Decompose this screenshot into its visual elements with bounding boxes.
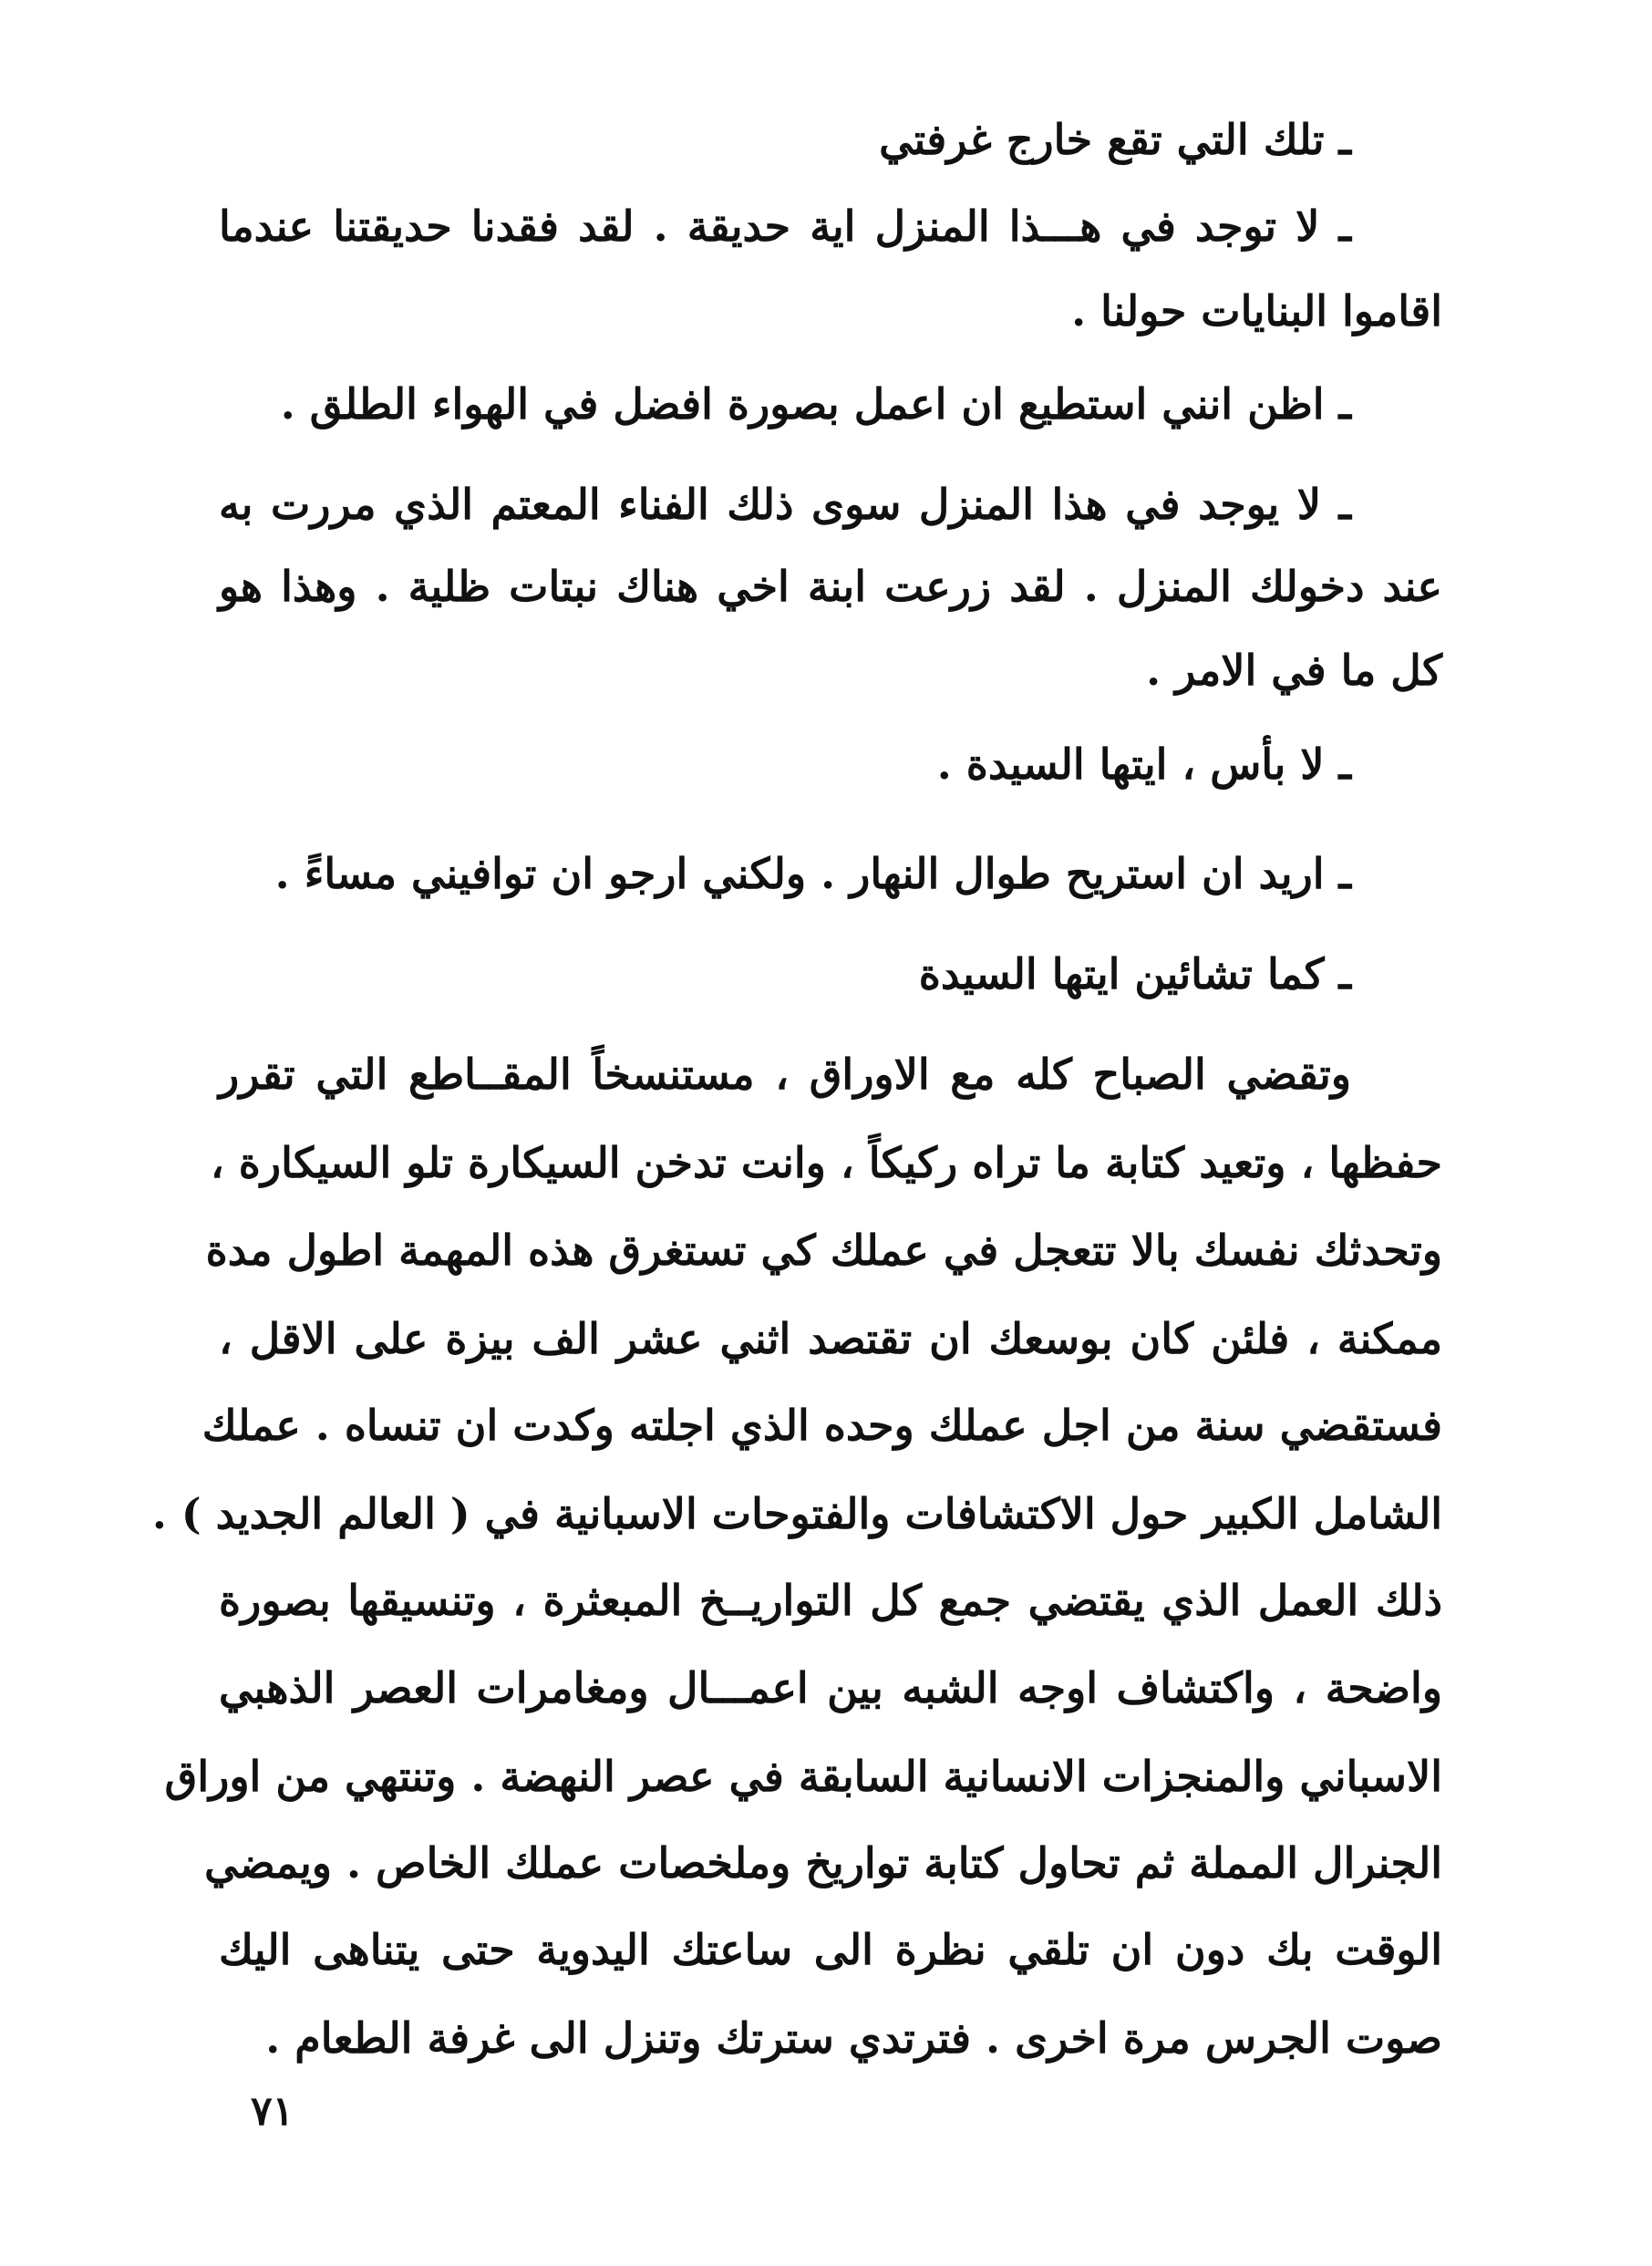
dialogue-line: ـ لا بأس ، ايتها السيدة . xyxy=(936,740,1351,789)
dialogue-line: ـ اريد ان استريح طوال النهار . ولكني ارجو ان توافيني مساءً . xyxy=(274,849,1351,898)
paragraph-line: الشامل الكبير حول الاكتشافات والفتوحات الاسبانية في ( العالم الجديد ) . xyxy=(151,1489,1442,1538)
paragraph-line: ذلك العمل الذي يقتضي جمع كل التواريــخ المبعثرة ، وتنسيقها بصورة xyxy=(219,1576,1442,1625)
dialogue-line: ـ اظن انني استطيع ان اعمل بصورة افضل في الهواء الطلق . xyxy=(280,379,1351,429)
dialogue-line: ـ لا توجد في هـــذا المنزل اية حديقة . لقد فقدنا حديقتنا عندما xyxy=(219,202,1351,251)
paragraph-line: الاسباني والمنجزات الانسانية السابقة في عصر النهضة . وتنتهي من اوراق xyxy=(164,1752,1442,1801)
paragraph-line: وتقضي الصباح كله مع الاوراق ، مستنسخاً المقــاطع التي تقرر xyxy=(219,1050,1351,1099)
text-line: عند دخولك المنزل . لقد زرعت ابنة اخي هناك نبتات ظلية . وهذا هو xyxy=(219,562,1442,611)
page-number: ٧١ xyxy=(251,2088,294,2135)
text-line: اقاموا البنايات حولنا . xyxy=(1071,286,1442,336)
paragraph-line: واضحة ، واكتشاف اوجه الشبه بين اعمـــال ومغامرات العصر الذهبي xyxy=(219,1663,1442,1712)
text-line: كل ما في الامر . xyxy=(1146,646,1442,695)
paragraph-line: صوت الجرس مرة اخرى . فترتدي سترتك وتنزل الى غرفة الطعام . xyxy=(265,2013,1442,2063)
paragraph-line: وتحدثك نفسك بالا تتعجل في عملك كي تستغرق هذه المهمة اطول مدة xyxy=(205,1226,1442,1275)
paragraph-line: الوقت بك دون ان تلقي نظرة الى ساعتك اليدوية حتى يتناهى اليك xyxy=(219,1925,1442,1974)
dialogue-line: ـ كما تشائين ايتها السيدة xyxy=(918,949,1351,998)
dialogue-line: ـ تلك التي تقع خارج غرفتي xyxy=(879,115,1351,164)
dialogue-line: ـ لا يوجد في هذا المنزل سوى ذلك الفناء المعتم الذي مررت به xyxy=(219,480,1351,529)
paragraph-line: ممكنة ، فلئن كان بوسعك ان تقتصد اثني عشر الف بيزة على الاقل ، xyxy=(219,1314,1442,1363)
paragraph-line: فستقضي سنة من اجل عملك وحده الذي اجلته وكدت ان تنساه . عملك xyxy=(201,1401,1442,1450)
paragraph-line: حفظها ، وتعيد كتابة ما تراه ركيكاً ، وانت تدخن السيكارة تلو السيكارة ، xyxy=(210,1138,1442,1187)
paragraph-line: الجنرال المملة ثم تحاول كتابة تواريخ وملخصات عملك الخاص . ويمضي xyxy=(204,1838,1442,1888)
